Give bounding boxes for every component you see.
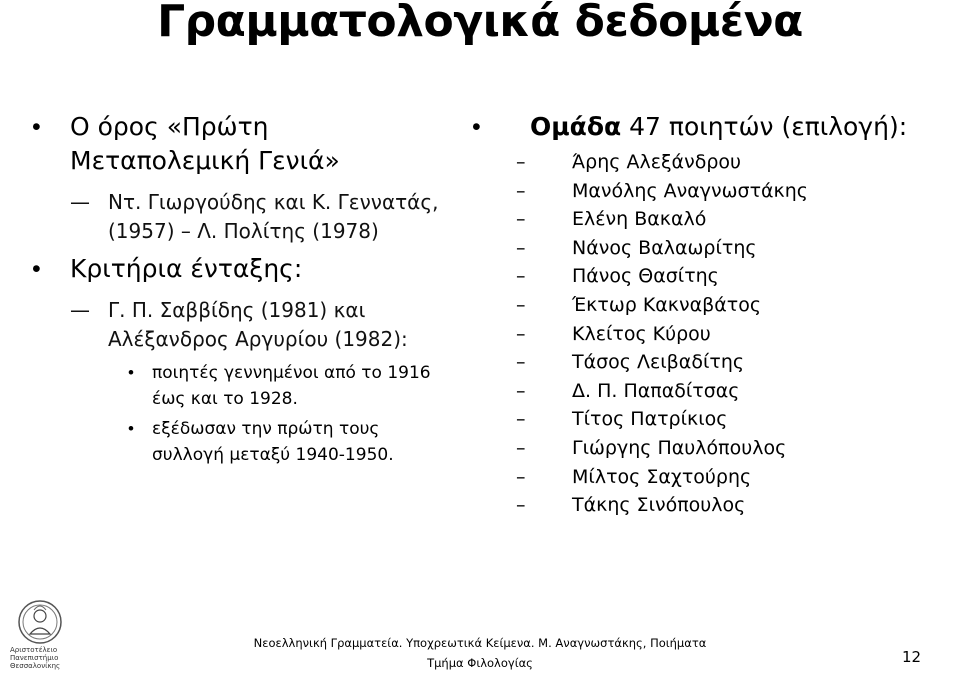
dash-marker: – — [516, 179, 526, 202]
poet-name: Γιώργης Παυλόπουλος — [572, 436, 787, 459]
sub-bullet-criteria-sources: — Γ. Π. Σαββίδης (1981) και Αλέξανδρος Αργυρίου (1982): — [28, 296, 448, 354]
poet-item — [464, 348, 934, 377]
poet-item — [464, 205, 934, 234]
poet-name: Τάσος Λειβαδίτης — [572, 351, 745, 374]
dash-marker: – — [516, 379, 526, 402]
group-heading-rest: 47 ποιητών (επιλογή): — [621, 112, 908, 141]
dash-marker: – — [516, 465, 526, 488]
poet-item — [464, 234, 934, 263]
group-heading-bold: Ομάδα — [530, 112, 622, 141]
criteria-item: • ποιητές γεννημένοι από το 1916 έως και το 1928. — [28, 360, 448, 412]
university-name: Αριστοτέλειο Πανεπιστήμιο Θεσσαλονίκης — [10, 646, 61, 670]
slide-title: Γραμματολογικά δεδομένα — [157, 0, 803, 47]
poet-name: Άρης Αλεξάνδρου — [572, 151, 741, 173]
poet-name: Τάκης Σινόπουλος — [572, 494, 746, 517]
bullet-term: • Ο όρος «Πρώτη Μεταπολεμική Γενιά» — [28, 110, 448, 178]
criteria-item: • εξέδωσαν την πρώτη τους συλλογή μεταξύ 1940-1950. — [28, 416, 448, 468]
poet-item — [464, 148, 934, 177]
footer-department: Τμήμα Φιλολογίας — [427, 656, 533, 670]
group-heading — [464, 110, 934, 144]
poet-name: Δ. Π. Παπαδίτσας — [572, 379, 740, 402]
poet-name: Κλείτος Κύρου — [572, 322, 711, 345]
bullet-criteria: • Κριτήρια ένταξης: — [28, 252, 448, 286]
poet-name: Νάνος Βαλαωρίτης — [572, 236, 757, 259]
dash-marker: – — [516, 494, 526, 517]
poet-item — [464, 262, 934, 291]
dash-marker: – — [516, 265, 526, 288]
poet-name: Έκτωρ Κακναβάτος — [572, 293, 762, 316]
dash-marker: – — [516, 351, 526, 374]
dash-marker: – — [516, 436, 526, 459]
poet-name: Τίτος Πατρίκιος — [572, 408, 728, 431]
dash-marker: – — [516, 293, 526, 316]
poet-item — [464, 463, 934, 492]
poet-name: Μανόλης Αναγνωστάκης — [572, 179, 808, 202]
poet-item — [464, 291, 934, 320]
poet-item — [464, 405, 934, 434]
page-number: 12 — [902, 648, 922, 666]
dash-marker: – — [516, 151, 526, 173]
footer-course: Νεοελληνική Γραμματεία. Υποχρεωτικά Κείμενα. Μ. Αναγνωστάκης, Ποιήματα — [253, 636, 707, 650]
poet-item — [464, 434, 934, 463]
dash-marker: – — [516, 408, 526, 431]
right-column — [464, 110, 934, 520]
dash-marker: – — [516, 322, 526, 345]
dash-marker: – — [516, 236, 526, 259]
university-logo — [10, 598, 70, 672]
poet-item — [464, 377, 934, 406]
poet-item — [464, 491, 934, 520]
dash-marker: – — [516, 208, 526, 231]
poet-name: Μίλτος Σαχτούρης — [572, 465, 752, 488]
sub-bullet-term-sources: — Ντ. Γιωργούδης και Κ. Γεννατάς, (1957) – Λ. Πολίτης (1978) — [28, 188, 448, 246]
poet-item — [464, 177, 934, 206]
poet-list — [464, 148, 934, 520]
poet-name: Πάνος Θασίτης — [572, 265, 719, 288]
university-seal-icon — [10, 598, 70, 646]
poet-name: Ελένη Βακαλό — [572, 208, 707, 231]
left-column — [28, 110, 448, 472]
poet-item — [464, 320, 934, 349]
